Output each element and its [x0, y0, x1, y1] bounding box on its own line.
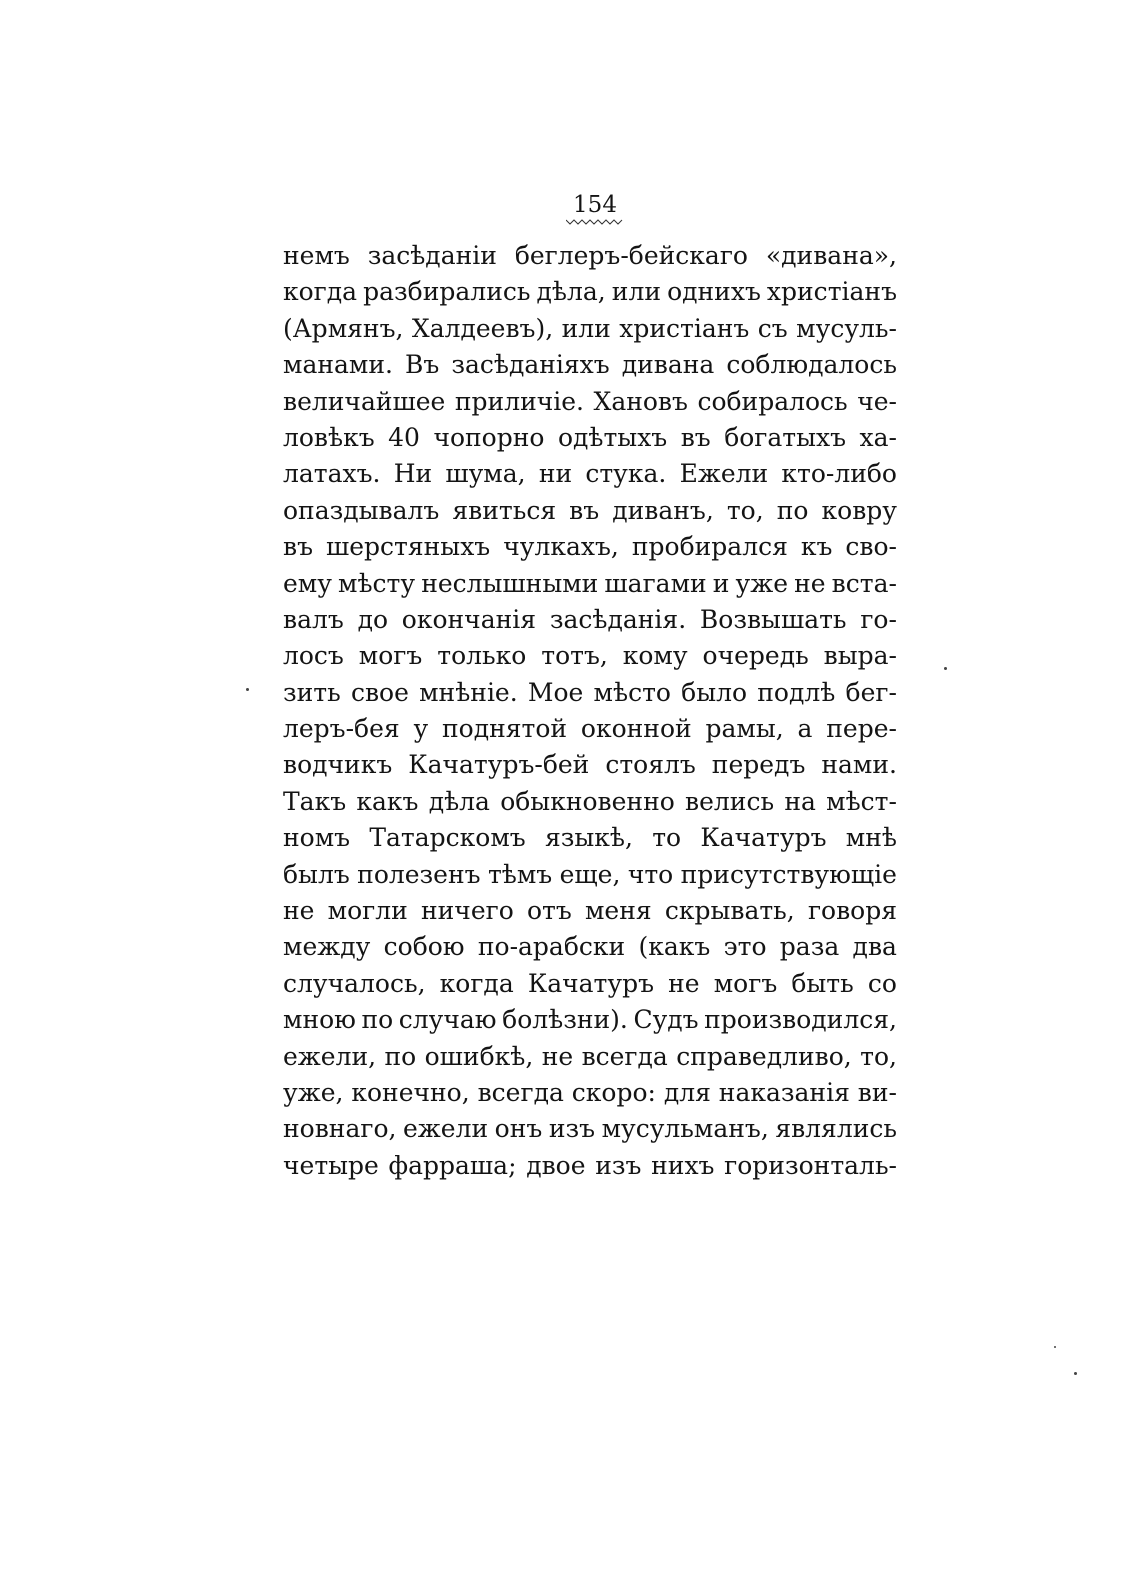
- word: конечно,: [351, 1077, 470, 1107]
- word: собиралось: [697, 386, 848, 416]
- word: мѣсто: [593, 677, 671, 707]
- text-line: [283, 711, 897, 747]
- word: Ни: [393, 459, 433, 489]
- word: водчикъ: [283, 750, 393, 780]
- word: валъ: [283, 604, 344, 634]
- word: опаздывалъ: [283, 495, 440, 525]
- word: окончанія: [401, 604, 537, 634]
- word: не: [794, 568, 826, 598]
- word: фарраша;: [388, 1150, 517, 1180]
- word: только: [437, 641, 527, 671]
- word: не: [283, 896, 315, 926]
- word: вста-: [831, 568, 897, 598]
- word: уже: [735, 568, 789, 598]
- word: ни: [538, 459, 573, 489]
- word: по: [361, 1005, 394, 1035]
- word: величайшее: [283, 386, 446, 416]
- word: со: [867, 968, 897, 998]
- word: или: [611, 277, 662, 307]
- word: велись: [685, 786, 775, 816]
- word: передъ: [711, 750, 806, 780]
- word: производился,: [704, 1005, 897, 1035]
- text-line: [283, 529, 897, 565]
- text-line: [283, 420, 897, 456]
- word: разбирались: [363, 277, 531, 307]
- word: (Армянъ,: [283, 313, 404, 343]
- word: раза: [779, 932, 840, 962]
- text-line: [283, 638, 897, 674]
- text-line: [283, 1111, 897, 1147]
- word: христіанъ: [619, 313, 750, 343]
- word: мусуль-: [796, 313, 897, 343]
- word: мною: [283, 1005, 356, 1035]
- word: четыре: [283, 1150, 379, 1180]
- scan-speck: [944, 667, 947, 670]
- word: ха-: [859, 422, 897, 452]
- word: засѣданіяхъ: [451, 350, 610, 380]
- word: ничего: [420, 896, 514, 926]
- word: богатыхъ: [724, 422, 847, 452]
- word: чопорно: [433, 422, 545, 452]
- word: у: [413, 714, 429, 744]
- page-number: 154: [573, 192, 617, 218]
- word: мнѣ: [845, 823, 897, 853]
- word: случаю: [398, 1005, 497, 1035]
- word: однихъ: [667, 277, 761, 307]
- word: по: [776, 495, 809, 525]
- word: дѣла,: [536, 277, 606, 307]
- word: бег-: [845, 677, 897, 707]
- word: явиться: [452, 495, 557, 525]
- text-line: [283, 1002, 897, 1038]
- text-line: [283, 784, 897, 820]
- word: латахъ.: [283, 459, 381, 489]
- word: ему: [283, 568, 332, 598]
- word: поднятой: [442, 714, 568, 744]
- word: Ежели: [679, 459, 769, 489]
- word: ежели: [402, 1114, 489, 1144]
- word: христіанъ: [766, 277, 897, 307]
- text-line: [283, 347, 897, 383]
- word: отъ: [526, 896, 572, 926]
- text-line: [283, 311, 897, 347]
- word: для: [663, 1077, 711, 1107]
- text-line: [283, 274, 897, 310]
- word: ковру: [821, 495, 897, 525]
- scan-speck: [1074, 1372, 1077, 1375]
- word: немъ: [283, 241, 350, 270]
- word: Татарскомъ: [369, 823, 526, 853]
- text-line: [283, 602, 897, 638]
- word: это: [723, 932, 767, 962]
- word: беглеръ-бейскаго: [514, 241, 748, 270]
- word: че-: [857, 386, 897, 416]
- word: на: [784, 786, 816, 816]
- word: говоря: [807, 896, 897, 926]
- word: ви-: [857, 1077, 897, 1107]
- word: являлись: [775, 1114, 897, 1144]
- text-line: [283, 238, 897, 274]
- word: было: [681, 677, 748, 707]
- text-line: [283, 893, 897, 929]
- word: наказанія: [718, 1077, 850, 1107]
- word: одѣтыхъ: [557, 422, 668, 452]
- word: что: [627, 859, 674, 889]
- word: Судъ: [633, 1005, 699, 1035]
- word: всегда: [477, 1077, 564, 1107]
- word: шума,: [445, 459, 526, 489]
- text-line: [283, 1039, 897, 1075]
- word: какъ: [356, 786, 419, 816]
- word: собою: [383, 932, 465, 962]
- word: свое: [350, 677, 409, 707]
- word: Возвышать: [699, 604, 847, 634]
- word: когда: [439, 968, 514, 998]
- word: то: [652, 823, 682, 853]
- text-line: [283, 747, 897, 783]
- word: скрывать,: [664, 896, 795, 926]
- word: очередь: [702, 641, 809, 671]
- word: леръ-бея: [283, 714, 400, 744]
- word: ежели,: [283, 1041, 377, 1071]
- word: когда: [283, 277, 358, 307]
- word: Въ: [405, 350, 440, 380]
- scan-speck: [246, 688, 249, 691]
- word: стоялъ: [605, 750, 696, 780]
- word: два: [852, 932, 897, 962]
- word: го-: [860, 604, 897, 634]
- word: то,: [726, 495, 764, 525]
- word: пере-: [826, 714, 897, 744]
- word: нами.: [821, 750, 897, 780]
- word: и: [712, 568, 730, 598]
- word: тотъ,: [541, 641, 608, 671]
- word: шерстяныхъ: [326, 532, 491, 562]
- word: дѣла: [428, 786, 490, 816]
- word: не: [541, 1041, 574, 1071]
- word: номъ: [283, 823, 351, 853]
- word: мѣст-: [826, 786, 897, 816]
- word: меня: [584, 896, 652, 926]
- word: ошибкѣ,: [424, 1041, 534, 1071]
- text-line: [283, 566, 897, 602]
- word: Халдеевъ),: [411, 313, 554, 343]
- word: справедливо,: [676, 1041, 852, 1071]
- word: по: [384, 1041, 417, 1071]
- word: лосъ: [283, 641, 344, 671]
- word: могъ: [713, 968, 778, 998]
- word: еще,: [559, 859, 621, 889]
- word: полезенъ: [357, 859, 481, 889]
- word: диванъ,: [612, 495, 714, 525]
- word: или: [561, 313, 611, 343]
- word: случалось,: [283, 968, 426, 998]
- word: болѣзни).: [502, 1005, 628, 1035]
- word: 40: [388, 422, 420, 452]
- word: быть: [791, 968, 854, 998]
- text-line: [283, 857, 897, 893]
- word: скоро:: [571, 1077, 656, 1107]
- word: засѣданіи: [367, 241, 497, 270]
- word: оконной: [580, 714, 692, 744]
- word: до: [357, 604, 389, 634]
- word: зить: [283, 677, 341, 707]
- word: къ: [800, 532, 833, 562]
- word: двое: [526, 1150, 586, 1180]
- word: то,: [860, 1041, 897, 1071]
- word: нихъ: [651, 1150, 715, 1180]
- word: «дивана»,: [765, 241, 897, 270]
- word: соблюдалось: [726, 350, 897, 380]
- word: тѣмъ: [487, 859, 553, 889]
- scan-speck: [1054, 1346, 1056, 1348]
- word: засѣданія.: [549, 604, 687, 634]
- word: мусульманъ,: [601, 1114, 769, 1144]
- word: по-арабски: [477, 932, 626, 962]
- word: выра-: [823, 641, 897, 671]
- word: шагами: [604, 568, 707, 598]
- word: языкѣ,: [544, 823, 633, 853]
- word: съ: [757, 313, 788, 343]
- word: неслышными: [421, 568, 599, 598]
- word: горизонталь-: [724, 1150, 897, 1180]
- text-line: [283, 456, 897, 492]
- word: а: [797, 714, 813, 744]
- page-number-block: [560, 192, 630, 226]
- word: ловѣкъ: [283, 422, 375, 452]
- page-number-wavy-rule: [566, 218, 624, 226]
- text-line: [283, 493, 897, 529]
- word: могли: [327, 896, 408, 926]
- text-line: [283, 966, 897, 1002]
- text-line: [283, 675, 897, 711]
- word: манами.: [283, 350, 393, 380]
- word: подлѣ: [757, 677, 836, 707]
- word: новнаго,: [283, 1114, 397, 1144]
- word: изъ: [595, 1150, 642, 1180]
- word: кому: [622, 641, 688, 671]
- word: въ: [283, 532, 313, 562]
- word: кто-либо: [781, 459, 897, 489]
- word: могъ: [358, 641, 423, 671]
- word: Хановъ: [593, 386, 688, 416]
- word: (какъ: [638, 932, 711, 962]
- word: не: [668, 968, 700, 998]
- word: уже,: [283, 1077, 344, 1107]
- word: между: [283, 932, 371, 962]
- text-line: [283, 384, 897, 420]
- word: всегда: [581, 1041, 668, 1071]
- word: приличіе.: [454, 386, 584, 416]
- word: мнѣніе.: [419, 677, 518, 707]
- text-line: [283, 929, 897, 965]
- word: обыкновенно: [500, 786, 675, 816]
- word: въ: [680, 422, 711, 452]
- word: изъ: [548, 1114, 596, 1144]
- word: дивана: [621, 350, 715, 380]
- word: Качатуръ-бей: [408, 750, 590, 780]
- word: рамы,: [705, 714, 784, 744]
- word: былъ: [283, 859, 350, 889]
- word: Такъ: [283, 786, 347, 816]
- word: Качатуръ: [700, 823, 827, 853]
- body-text: [283, 238, 897, 1184]
- word: пробирался: [631, 532, 788, 562]
- text-line: [283, 820, 897, 856]
- word: Мое: [527, 677, 584, 707]
- word: сво-: [845, 532, 897, 562]
- word: стука.: [585, 459, 667, 489]
- word: въ: [569, 495, 600, 525]
- word: присутствующіе: [680, 859, 897, 889]
- word: Качатуръ: [527, 968, 654, 998]
- text-line: [283, 1075, 897, 1111]
- word: онъ: [494, 1114, 543, 1144]
- word: чулкахъ,: [503, 532, 619, 562]
- text-line: [283, 1148, 897, 1184]
- word: мѣсту: [338, 568, 416, 598]
